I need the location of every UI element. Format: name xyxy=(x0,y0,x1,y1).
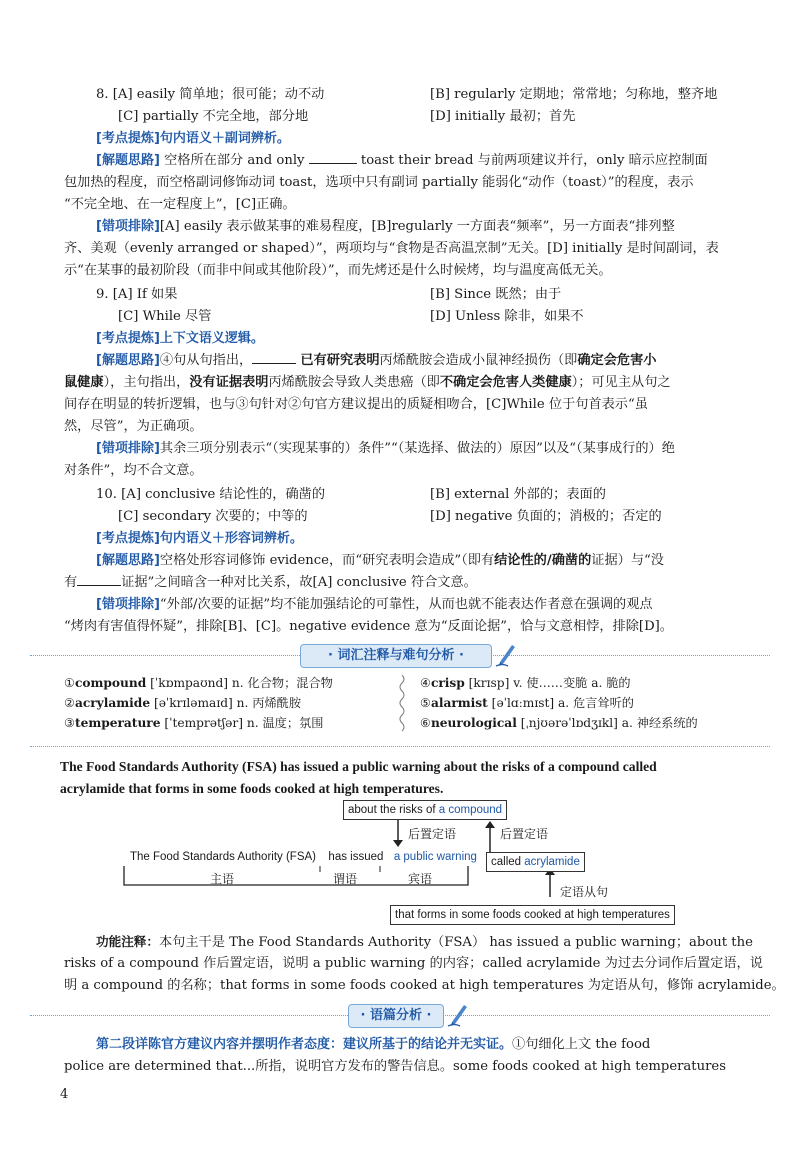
function-note-line1 xyxy=(96,933,753,951)
elim-text: [A] easily 表示做某事的难易程度，[B]regularly 一方面表“频率”，另一方面表“排列整 xyxy=(159,219,675,234)
vocab-definition: [ˈkɒmpaʊnd] n. 化合物；混合物 xyxy=(146,676,333,690)
passage-text: ①句细化上文 the food xyxy=(512,1037,651,1052)
idea-tag: [解题思路] xyxy=(96,353,160,368)
relative-clause-label: 定语从句 xyxy=(560,885,609,899)
idea-tag: [解题思路] xyxy=(96,153,160,168)
diagram-subject: The Food Standards Authority (FSA) xyxy=(130,851,317,863)
idea-text: 空格处形容词修饰 evidence，而“研究表明会造成”（即有 xyxy=(159,553,495,568)
q8-option-d: [D] initially 最初；首先 xyxy=(430,109,576,124)
q9-idea-line3: 间存在明显的转折逻辑，也与③句针对②句官方建议提出的质疑相吻合，[C]While 位于句首表示“虽 xyxy=(64,397,648,412)
q8-elim-line2: 齐、美观（evenly arranged or shaped）”，两项均与“食物是否高温烹制”无关。[D] initially 是时间副词，表 xyxy=(64,241,719,256)
idea-text: 有 xyxy=(64,575,78,590)
diagram-text-highlight: acrylamide xyxy=(524,856,580,868)
vocab-definition: [əˈkrɪləmaɪd] n. 丙烯酰胺 xyxy=(150,696,302,710)
q8-option-b: [B] regularly 定期地；常常地；匀称地，整齐地 xyxy=(430,87,718,102)
vocab-word: acrylamide xyxy=(74,696,151,710)
object-label: 宾语 xyxy=(408,872,433,886)
post-attribute-label-1: 后置定语 xyxy=(408,827,457,841)
q10-option-c: [C] secondary 次要的；中等的 xyxy=(118,509,308,524)
q10-option-b: [B] external 外部的；表面的 xyxy=(430,487,606,502)
q9-option-b: [B] Since 既然；由于 xyxy=(430,287,562,302)
idea-text: 证据）与“没 xyxy=(591,553,664,568)
idea-tag: [解题思路] xyxy=(96,553,160,568)
q10-option-a: 10. [A] conclusive 结论性的，确凿的 xyxy=(96,487,326,502)
vocab-definition: [ˌnjʊərəˈlɒdʒɪkl] a. 神经系统的 xyxy=(516,716,698,730)
vocab-number: ② xyxy=(64,696,75,710)
elim-text: 其余三项分别表示“（实现某事的）条件”“（某选择、做法的）原因”以及“（某事成行的）绝 xyxy=(159,441,675,456)
diagram-main-clause xyxy=(130,849,477,866)
function-note-line2: risks of a compound 作后置定语，说明 a public warning 的内容；called acrylamide 为过去分词作后置定语，说 xyxy=(64,956,763,971)
post-attribute-label-2: 后置定语 xyxy=(500,827,549,841)
point-text: 句内语义＋副词辨析。 xyxy=(159,131,290,146)
idea-bold: 结论性的/确凿的 xyxy=(494,553,592,568)
diagram-box-called xyxy=(486,852,585,872)
q9-idea-line4: 然，尽管”，为正确项。 xyxy=(64,419,203,434)
idea-text: toast their bread 与前两项建议并行，only 暗示应控制面 xyxy=(360,153,708,168)
passage-line2: police are determined that...所指，说明官方发布的警告信息。some foods cooked at high temperatures xyxy=(64,1059,726,1074)
function-note-line3: 明 a compound 的名称；that forms in some foods cooked at high temperatures 为定语从句，修饰 acrylamide。 xyxy=(64,978,785,993)
passage-line1 xyxy=(96,1036,650,1053)
q9-option-a: 9. [A] If 如果 xyxy=(96,287,178,302)
passage-banner-title: · 语篇分析 · xyxy=(348,1004,444,1028)
q8-option-c: [C] partially 不完全地，部分地 xyxy=(118,109,309,124)
vocab-number: ⑤ xyxy=(420,696,431,710)
vocab-definition: [ˈtemprətʃər] n. 温度；氛围 xyxy=(160,716,324,730)
q8-elim-line3: 示“在某事的最初阶段（而非中间或其他阶段）”，而先烤还是什么时候烤，均与温度高低无关。 xyxy=(64,263,612,278)
elim-tag: [错项排除] xyxy=(96,597,160,612)
idea-text: 丙烯酰胺会导致人类患癌（即 xyxy=(268,375,440,390)
idea-bold: 没有证据表明 xyxy=(189,375,269,390)
q9-elim-line2: 对条件”，均不合文意。 xyxy=(64,463,203,478)
q10-elim-line2: “烤肉有害值得怀疑”，排除[B]、[C]。negative evidence 意为“反面论据”，恰与文意相悖，排除[D]。 xyxy=(64,619,673,634)
diagram-box-relative-clause: that forms in some foods cooked at high temperatures xyxy=(390,905,675,925)
vocab-word: crisp xyxy=(430,676,465,690)
elim-text: “外部/次要的证据”均不能加强结论的可靠性，从而也就不能表达作者意在强调的观点 xyxy=(159,597,653,612)
page-number: 4 xyxy=(60,1087,69,1102)
idea-bold: 鼠健康 xyxy=(64,375,104,390)
vocab-number: ③ xyxy=(64,716,75,730)
idea-text: 丙烯酰胺会造成小鼠神经损伤（即 xyxy=(379,353,578,368)
q10-option-d: [D] negative 负面的；消极的；否定的 xyxy=(430,509,662,524)
vocab-number: ④ xyxy=(420,676,431,690)
vocab-definition: [əˈlɑːmɪst] a. 危言耸听的 xyxy=(487,696,634,710)
point-text: 句内语义＋形容词辨析。 xyxy=(159,531,303,546)
elim-tag: [错项排除] xyxy=(96,441,160,456)
diagram-text-highlight: a compound xyxy=(438,804,503,816)
pen-icon xyxy=(446,1002,470,1028)
vocab-word: compound xyxy=(74,676,147,690)
point-tag: [考点提炼] xyxy=(96,331,160,346)
diagram-text: called xyxy=(491,856,525,868)
passage-banner xyxy=(0,1002,800,1028)
idea-bold: 确定会危害小 xyxy=(577,353,657,368)
diagram-verb: has issued xyxy=(328,851,384,863)
vocab-banner-title: · 词汇注释与难句分析 · xyxy=(300,644,492,668)
function-note-text: 本句主干是 The Food Standards Authority（FSA） has issued a public warning；about the xyxy=(158,935,753,950)
key-sentence-line2: acrylamide that forms in some foods cooked at high temperatures. xyxy=(60,781,444,796)
vocab-word: temperature xyxy=(74,716,161,730)
point-tag: [考点提炼] xyxy=(96,131,160,146)
verb-label: 谓语 xyxy=(333,872,358,886)
vocab-number: ① xyxy=(64,676,75,690)
function-note-tag: 功能注释： xyxy=(96,934,159,949)
q8-option-a: 8. [A] easily 简单地；很可能；动不动 xyxy=(96,87,325,102)
idea-bold: 已有研究表明 xyxy=(300,353,380,368)
diagram-text: about the risks of xyxy=(348,804,439,816)
q9-option-d: [D] Unless 除非，如果不 xyxy=(430,309,584,324)
idea-bold: 不确定会危害人类健康 xyxy=(439,375,572,390)
vocab-number: ⑥ xyxy=(420,716,431,730)
idea-text: ）；可见主从句之 xyxy=(571,375,671,390)
vocab-definition: [krɪsp] v. 使……变脆 a. 脆的 xyxy=(464,676,631,690)
idea-text: ④句从句指出， xyxy=(159,353,253,368)
elim-tag: [错项排除] xyxy=(96,219,160,234)
q8-idea-line2: 包加热的程度，而空格副词修饰动词 toast，选项中只有副词 partially 能弱化“动作（toast）”的程度，表示 xyxy=(64,175,694,190)
point-text: 上下文语义逻辑。 xyxy=(159,331,264,346)
idea-text: ），主句指出， xyxy=(103,375,190,390)
point-tag: [考点提炼] xyxy=(96,531,160,546)
idea-text: 空格所在部分 and only xyxy=(164,153,305,168)
idea-text: 证据”之间暗含一种对比关系，故[A] conclusive 符合文意。 xyxy=(121,575,477,590)
subject-label: 主语 xyxy=(210,872,235,886)
q9-option-c: [C] While 尽管 xyxy=(118,309,212,324)
passage-summary: 第二段详陈官方建议内容并摆明作者态度：建议所基于的结论并无实证。 xyxy=(96,1037,513,1052)
vocab-word: neurological xyxy=(430,716,517,730)
q8-idea-line3: “不完全地、在一定程度上”，[C]正确。 xyxy=(64,197,296,212)
vocab-word: alarmist xyxy=(430,696,488,710)
diagram-object: a public warning xyxy=(393,851,477,863)
key-sentence-line1: The Food Standards Authority (FSA) has issued a public warning about the risks of a compound called xyxy=(60,759,657,774)
